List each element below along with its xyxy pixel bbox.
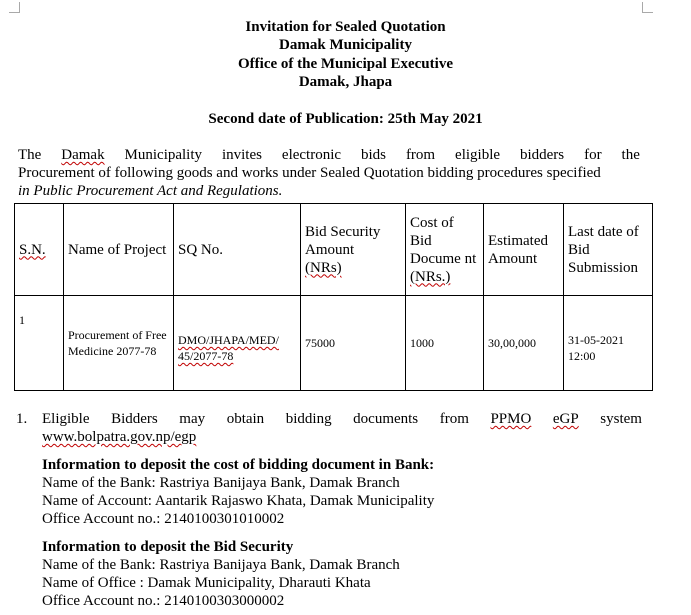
cost-doc-label: Cost of Bid Docume nt	[410, 214, 477, 267]
cell-last-date: 31-05-2021 12:00	[564, 296, 653, 391]
list-word: bidding	[285, 411, 332, 427]
header-bid-security	[301, 204, 406, 296]
list-word: from	[439, 411, 469, 427]
egp-link[interactable]: www.bolpatra.gov.np/egp	[42, 429, 197, 445]
list-word: Bidders	[111, 411, 158, 427]
bank-cost-block	[42, 456, 434, 528]
intro-word: the	[621, 147, 640, 163]
bank-security-bank: Name of the Bank: Rastriya Banijaya Bank, Damak Branch	[42, 557, 400, 573]
cell-project: Procurement of Free Medicine 2077-78	[64, 296, 174, 391]
bank-cost-account: Name of Account: Aantarik Rajaswo Khata, Damak Municipality	[42, 493, 435, 509]
list-word: system	[600, 411, 642, 427]
numbered-list	[16, 410, 642, 446]
intro-line-2: Procurement of following goods and works under Sealed Quotation bidding procedures specified	[18, 165, 601, 181]
bank-cost-office-account: Office Account no.: 2140100301010002	[42, 511, 285, 527]
intro-paragraph	[18, 146, 640, 200]
org-name: Damak Municipality	[279, 37, 412, 53]
list-line-1	[42, 410, 642, 428]
page-corner-mark-left	[9, 2, 20, 13]
bid-security-label: Bid Security Amount	[305, 223, 381, 258]
intro-word: bidders	[519, 147, 565, 163]
cell-bid-security: 75000	[301, 296, 406, 391]
bank-cost-title: Information to deposit the cost of bidding document in Bank:	[42, 457, 435, 473]
bid-security-unit: (NRs)	[305, 259, 342, 276]
cell-sn: 1	[15, 296, 64, 391]
list-word: documents	[353, 411, 419, 427]
intro-word: for	[584, 147, 602, 163]
office-name: Office of the Municipal Executive	[238, 56, 453, 72]
list-item	[16, 410, 642, 446]
list-number: 1.	[16, 411, 28, 427]
intro-word: eligible	[455, 147, 501, 163]
header-sq-no: SQ No.	[174, 204, 301, 296]
bank-cost-bank: Name of the Bank: Rastriya Banijaya Bank, Damak Branch	[42, 475, 400, 491]
bids-table	[14, 203, 653, 391]
cell-estimated: 30,00,000	[484, 296, 564, 391]
header-estimated: Estimated Amount	[484, 204, 564, 296]
list-word: Eligible	[42, 411, 90, 427]
publication-date: Second date of Publication: 25th May 2021	[208, 111, 483, 127]
header-cost-doc	[406, 204, 484, 296]
intro-word: invites	[221, 147, 262, 163]
cell-cost-doc: 1000	[406, 296, 484, 391]
bank-security-office: Name of Office : Damak Municipality, Dharauti Khata	[42, 575, 371, 591]
bank-security-title: Information to deposit the Bid Security	[42, 539, 294, 555]
header-project: Name of Project	[64, 204, 174, 296]
list-word: PPMO	[490, 411, 532, 427]
location: Damak, Jhapa	[298, 74, 393, 90]
list-word: eGP	[552, 411, 579, 427]
header-sn: S.N.	[15, 204, 64, 296]
intro-word: bids	[360, 147, 386, 163]
intro-word: Damak	[61, 147, 105, 163]
header-last-date: Last date of Bid Submission	[564, 204, 653, 296]
notice-title: Invitation for Sealed Quotation	[245, 19, 446, 35]
list-word: may	[179, 411, 206, 427]
intro-word: The	[18, 147, 42, 163]
intro-word: electronic	[281, 147, 342, 163]
intro-word: from	[405, 147, 436, 163]
table-row	[15, 296, 653, 391]
cost-doc-unit: (NRs.)	[410, 268, 451, 285]
list-word: obtain	[226, 411, 265, 427]
page-corner-mark-right	[642, 2, 653, 13]
list-item-body	[42, 410, 642, 446]
intro-word: Municipality	[124, 147, 203, 163]
intro-line-1	[18, 146, 640, 164]
intro-line-3: in Public Procurement Act and Regulations.	[18, 183, 283, 199]
bank-security-office-account: Office Account no.: 2140100303000002	[42, 593, 285, 609]
table-header-row	[15, 204, 653, 296]
cell-sq-no: DMO/JHAPA/MED/ 45/2077-78	[174, 296, 301, 391]
bank-security-block	[42, 538, 400, 610]
